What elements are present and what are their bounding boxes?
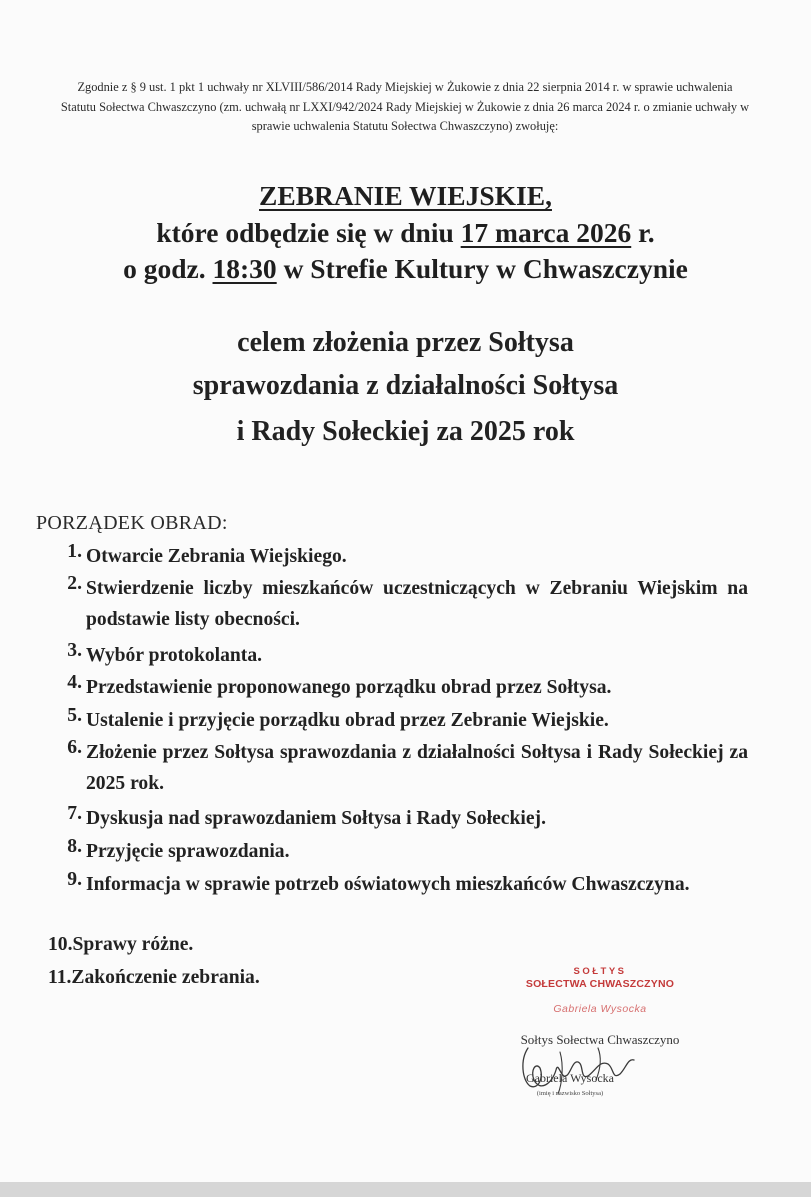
signatory-caption: (imię i nazwisko Sołtysa): [536, 1090, 604, 1097]
agenda-item-text: Zakończenie zebrania.: [71, 967, 260, 988]
agenda-item-text: Złożenie przez Sołtysa sprawozdania z działalności Sołtysa i Rady Sołeckiej za 2025 rok.: [86, 742, 748, 794]
agenda-item-number: 5.: [67, 705, 82, 726]
agenda-item-number: 7.: [67, 803, 82, 824]
stamp-organization: SOŁECTWA CHWASZCZYNO: [525, 978, 675, 990]
agenda-item-text: Stwierdzenie liczby mieszkańców uczestniczących w Zebraniu Wiejskim na podstawie listy obecności.: [86, 578, 748, 630]
official-stamp: [490, 966, 710, 1015]
signatory-name: Gabriela Wysocka: [525, 1071, 615, 1085]
meeting-title: [0, 180, 811, 212]
date-prefix: które odbędzie się w dniu: [156, 217, 461, 248]
purpose-line-1: celem złożenia przez Sołtysa: [237, 327, 574, 358]
agenda-item-number: 1.: [67, 541, 82, 562]
meeting-title-text: ZEBRANIE WIEJSKIE,: [259, 180, 552, 211]
agenda-item-number: 6.: [67, 737, 82, 758]
agenda-item-number: 8.: [67, 836, 82, 857]
agenda-item-text: Ustalenie i przyjęcie porządku obrad przez Zebranie Wiejskie.: [86, 710, 609, 731]
signatory-role: Sołtys Sołectwa Chwaszczyno: [520, 1032, 680, 1047]
stamp-name: Gabriela Wysocka: [553, 1003, 647, 1015]
agenda-item-number: 3.: [67, 640, 82, 661]
purpose-line-2: sprawozdania z działalności Sołtysa: [192, 370, 619, 401]
agenda-item-number: 2.: [67, 573, 82, 594]
agenda-item-number: 4.: [67, 672, 82, 693]
agenda-item-number: 10.: [48, 934, 73, 955]
meeting-time-line: [0, 253, 811, 285]
agenda-item-text: Sprawy różne.: [72, 934, 194, 955]
meeting-time: 18:30: [212, 253, 277, 284]
purpose-line-3: i Rady Sołeckiej za 2025 rok: [236, 416, 575, 447]
agenda-item-number: 11.: [48, 967, 72, 988]
time-prefix: o godz.: [123, 253, 213, 284]
venue: w Strefie Kultury w Chwaszczynie: [276, 253, 688, 284]
agenda-item-text: Dyskusja nad sprawozdaniem Sołtysa i Rady Sołeckiej.: [86, 808, 546, 829]
agenda-item: [48, 934, 748, 956]
meeting-date-line: [0, 217, 811, 249]
date-suffix: r.: [631, 217, 655, 248]
meeting-date: 17 marca 2026: [460, 217, 632, 248]
agenda-item-text: Otwarcie Zebrania Wiejskiego.: [86, 546, 347, 567]
agenda-item-text: Informacja w sprawie potrzeb oświatowych mieszkańców Chwaszczyna.: [86, 874, 690, 895]
agenda-item-text: Wybór protokolanta.: [86, 645, 263, 666]
legal-preamble: Zgodnie z § 9 ust. 1 pkt 1 uchwały nr XLVIII/586/2014 Rady Miejskiej w Żukowie z dnia 22 sierpnia 2014 r. w sprawie uchwalenia Statutu Sołectwa Chwaszczyno (zm. uchwałą nr LXXI/942/2024 Rady Miejskiej w Żukowie z dnia 26 marca 2024 r. o zmianie uchwały w sprawie uchwalenia Statutu Sołectwa Chwaszczyno) zwołuję:: [60, 80, 750, 133]
stamp-title: SOŁTYS: [573, 966, 627, 977]
agenda-item-number: 9.: [67, 869, 82, 890]
agenda-item-text: Przedstawienie proponowanego porządku obrad przez Sołtysa.: [86, 677, 612, 698]
scan-bottom-edge: [0, 1182, 811, 1197]
agenda-item-text: Przyjęcie sprawozdania.: [86, 841, 290, 862]
agenda-title: PORZĄDEK OBRAD:: [36, 512, 228, 534]
